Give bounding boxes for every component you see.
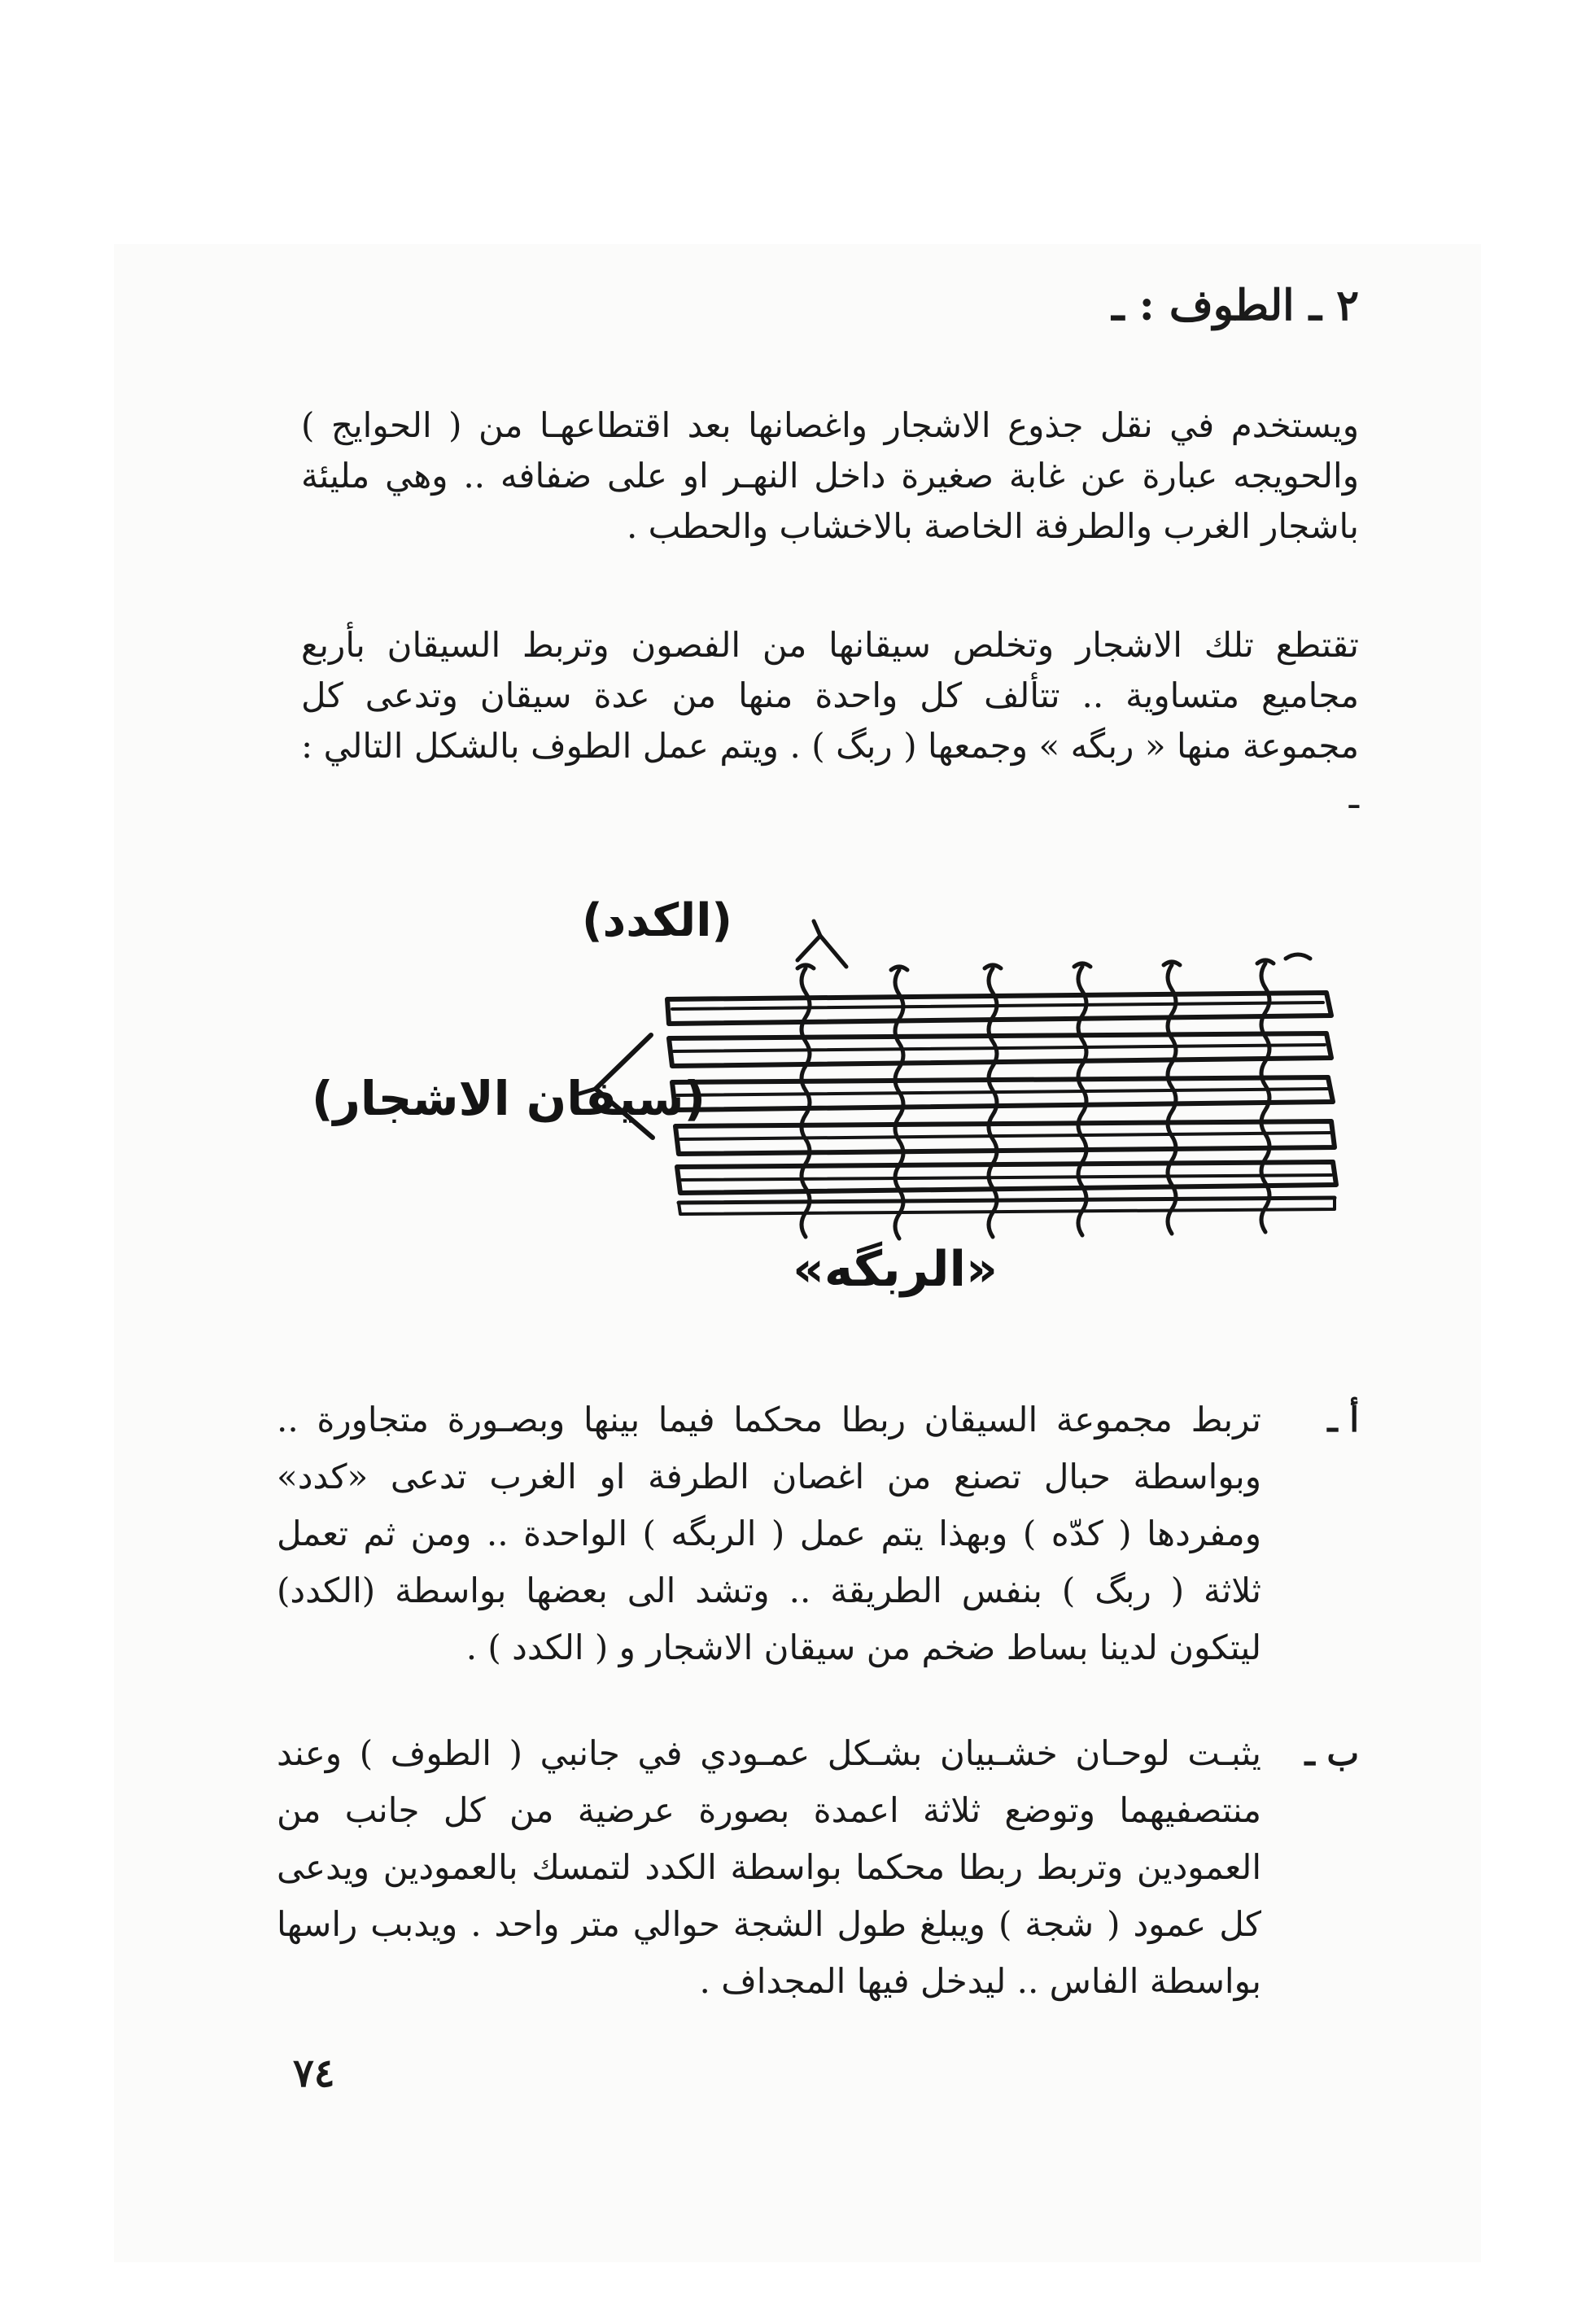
list-item-text: يثبـت لوحـان خشـبيان بشـكل عمـودي في جانبي ( الطوف ) وعند منتصفيهما وتوضع ثلاثة اعمدة بصورة عرضية من كل جانب من العمودين وتربط ربطا محكما بواسطة الكدد لتمسك بالعمودين ويدعى كل عمود ( شجة ) ويبلغ طول الشجة حوالي متر واحد . ويدبب راسها بواسطة الفاس .. ليدخل فيها المجداف .: [277, 1733, 1261, 2001]
label-logs: (سيقان الاشجار): [311, 1071, 706, 1126]
list-marker: أ ـ: [1327, 1400, 1359, 1439]
log-bundles: [667, 993, 1336, 1214]
ropes-arrow: [797, 921, 846, 967]
list-marker: ب ـ: [1304, 1733, 1359, 1773]
paragraph-construction: تقتطع تلك الاشجار وتخلص سيقانها من الفصون وتربط السيقان بأربع مجاميع متساوية .. تتألف كل واحدة منها من عدة سيقان وتدعى كل مجموعة منها « ربگه » وجمعها ( ربگ ) . ويتم عمل الطوف بالشكل التالي : ـ: [301, 625, 1359, 816]
page-number: ٧٤: [293, 2051, 335, 2096]
label-ropes: (الكدد): [581, 894, 732, 947]
raft-sketch: [277, 879, 1359, 1335]
label-bundle: «الربگه»: [793, 1241, 998, 1298]
section-heading: ٢ ـ الطوف : ـ: [1112, 281, 1359, 330]
list-item-text: تربط مجموعة السيقان ربطا محكما فيما بينها وبصـورة متجاورة .. وبواسطة حبال تصنع من اغصان الطرفة او الغرب تدعى «كدد» ومفردها ( كدّه ) وبهذا يتم عمل ( الربگه ) الواحدة .. ومن ثم تعمل ثلاثة ( ربگ ) بنفس الطريقة .. وتشد الى بعضها بواسطة (الكدد) ليتكون لدينا بساط ضخم من سيقان الاشجار و ( الكدد ) .: [277, 1400, 1261, 1667]
raft-diagram: [277, 879, 1359, 1335]
paragraph-intro: ويستخدم في نقل جذوع الاشجار واغصانها بعد اقتطاعهـا من ( الحوايج ) والحويجه عبارة عن غابة صغيرة داخل النهـر او على ضفافه .. وهي مليئة باشجار الغرب والطرفة الخاصة بالاخشاب والحطب .: [301, 405, 1359, 546]
